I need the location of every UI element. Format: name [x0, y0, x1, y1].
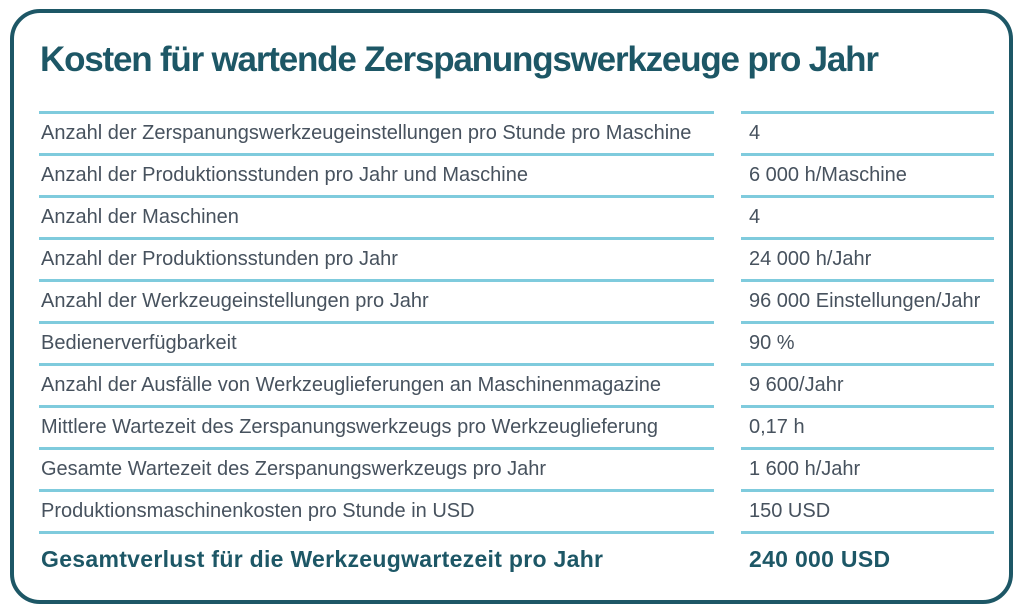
row-value: 240 000 USD [741, 531, 994, 593]
row-label: Produktionsmaschinenkosten pro Stunde in USD [39, 489, 714, 531]
row-label: Anzahl der Ausfälle von Werkzeuglieferungen an Maschinenmagazine [39, 363, 714, 405]
row-value: 90 % [741, 321, 994, 363]
row-label: Anzahl der Produktionsstunden pro Jahr und Maschine [39, 153, 714, 195]
row-value: 9 600/Jahr [741, 363, 994, 405]
row-value: 150 USD [741, 489, 994, 531]
row-value: 1 600 h/Jahr [741, 447, 994, 489]
row-label: Anzahl der Produktionsstunden pro Jahr [39, 237, 714, 279]
row-label: Anzahl der Zerspanungswerkzeugeinstellungen pro Stunde pro Maschine [39, 111, 714, 153]
cost-table-card [10, 9, 1013, 604]
row-label: Gesamtverlust für die Werkzeugwartezeit pro Jahr [39, 531, 714, 593]
row-value: 96 000 Einstellungen/Jahr [741, 279, 994, 321]
row-label: Mittlere Wartezeit des Zerspanungswerkzeugs pro Werkzeuglieferung [39, 405, 714, 447]
row-value: 4 [741, 111, 994, 153]
row-label: Gesamte Wartezeit des Zerspanungswerkzeugs pro Jahr [39, 447, 714, 489]
page-title: Kosten für wartende Zerspanungswerkzeuge pro Jahr [40, 40, 878, 79]
row-label: Bedienerverfügbarkeit [39, 321, 714, 363]
row-value: 0,17 h [741, 405, 994, 447]
row-label: Anzahl der Werkzeugeinstellungen pro Jahr [39, 279, 714, 321]
cost-table [39, 111, 994, 593]
row-value: 4 [741, 195, 994, 237]
row-value: 24 000 h/Jahr [741, 237, 994, 279]
row-value: 6 000 h/Maschine [741, 153, 994, 195]
row-label: Anzahl der Maschinen [39, 195, 714, 237]
